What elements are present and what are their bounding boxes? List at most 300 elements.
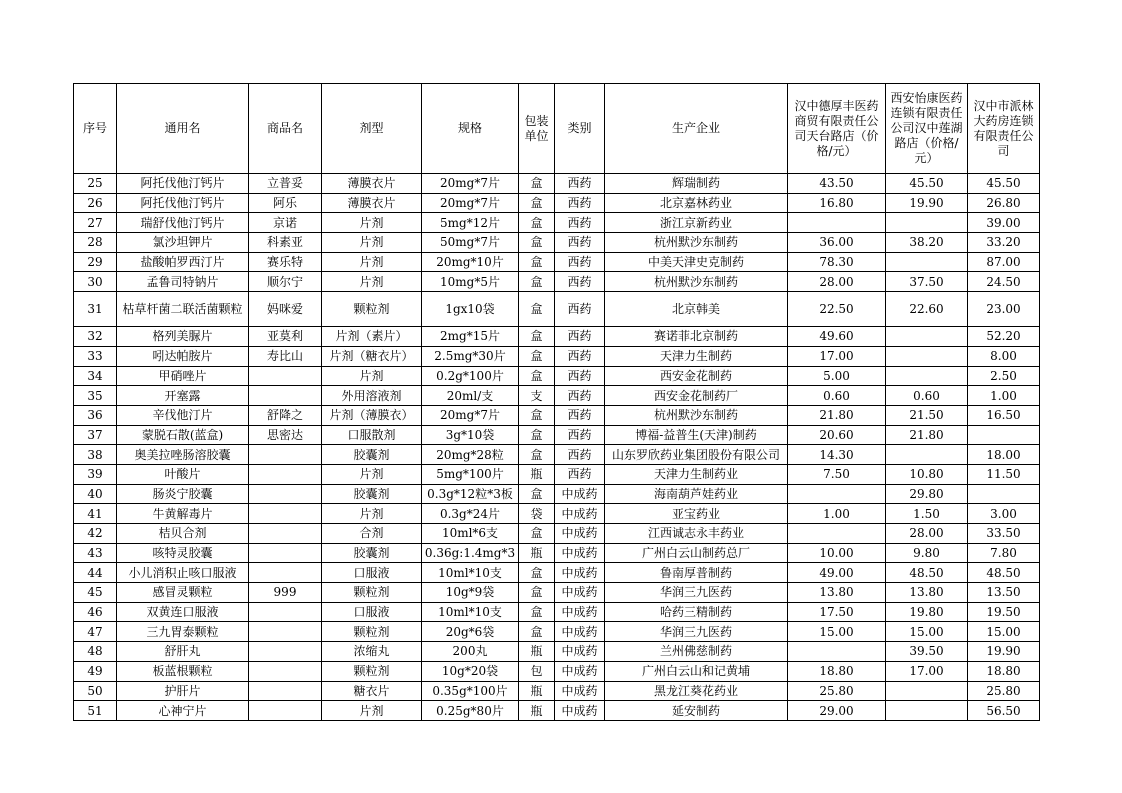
cell-generic-name: 盐酸帕罗西汀片 (117, 252, 249, 272)
cell-specification: 0.36g:1.4mg*3 (422, 543, 519, 563)
cell-brand-name (249, 366, 322, 386)
cell-index: 26 (74, 193, 117, 213)
cell-package-unit: 盒 (519, 445, 555, 465)
cell-dosage-form: 浓缩丸 (322, 642, 422, 662)
cell-brand-name: 妈咪爱 (249, 292, 322, 327)
cell-price-store-2: 38.20 (886, 233, 968, 253)
cell-package-unit: 盒 (519, 563, 555, 583)
cell-package-unit: 盒 (519, 346, 555, 366)
table-row (74, 193, 1040, 213)
table-row (74, 642, 1040, 662)
table-row (74, 386, 1040, 406)
header-cell-price-store-2: 西安怡康医药连锁有限责任公司汉中莲湖路店（价格/元） (886, 84, 968, 174)
header-cell-index: 序号 (74, 84, 117, 174)
cell-manufacturer: 辉瑞制药 (605, 174, 788, 194)
cell-price-store-3: 48.50 (968, 563, 1040, 583)
cell-brand-name: 顺尔宁 (249, 272, 322, 292)
cell-price-store-1: 15.00 (788, 622, 886, 642)
cell-price-store-1: 1.00 (788, 504, 886, 524)
cell-price-store-3: 23.00 (968, 292, 1040, 327)
cell-price-store-1: 22.50 (788, 292, 886, 327)
cell-brand-name: 科素亚 (249, 233, 322, 253)
cell-category: 中成药 (555, 524, 605, 544)
cell-index: 35 (74, 386, 117, 406)
cell-manufacturer: 江西诚志永丰药业 (605, 524, 788, 544)
cell-category: 西药 (555, 425, 605, 445)
cell-price-store-3: 26.80 (968, 193, 1040, 213)
cell-price-store-2: 28.00 (886, 524, 968, 544)
cell-generic-name: 桔贝合剂 (117, 524, 249, 544)
cell-specification: 2.5mg*30片 (422, 346, 519, 366)
cell-price-store-1: 16.80 (788, 193, 886, 213)
table-row (74, 213, 1040, 233)
cell-manufacturer: 延安制药 (605, 701, 788, 721)
cell-dosage-form: 口服液 (322, 602, 422, 622)
cell-brand-name: 亚莫利 (249, 327, 322, 347)
header-cell-manufacturer: 生产企业 (605, 84, 788, 174)
cell-price-store-3: 33.20 (968, 233, 1040, 253)
cell-manufacturer: 亚宝药业 (605, 504, 788, 524)
cell-manufacturer: 山东罗欣药业集团股份有限公司 (605, 445, 788, 465)
cell-index: 30 (74, 272, 117, 292)
cell-package-unit: 盒 (519, 327, 555, 347)
cell-brand-name (249, 464, 322, 484)
cell-price-store-3: 11.50 (968, 464, 1040, 484)
cell-specification: 10mg*5片 (422, 272, 519, 292)
cell-package-unit: 盒 (519, 366, 555, 386)
table-row (74, 583, 1040, 603)
cell-package-unit: 盒 (519, 233, 555, 253)
cell-dosage-form: 颗粒剂 (322, 292, 422, 327)
cell-price-store-3: 18.00 (968, 445, 1040, 465)
cell-generic-name: 阿托伐他汀钙片 (117, 193, 249, 213)
cell-category: 西药 (555, 366, 605, 386)
table-body (74, 174, 1040, 721)
cell-brand-name (249, 524, 322, 544)
cell-specification: 3g*10袋 (422, 425, 519, 445)
cell-dosage-form: 薄膜衣片 (322, 174, 422, 194)
cell-dosage-form: 片剂 (322, 252, 422, 272)
table-row (74, 524, 1040, 544)
header-cell-specification: 规格 (422, 84, 519, 174)
cell-manufacturer: 西安金花制药 (605, 366, 788, 386)
cell-dosage-form: 片剂（素片） (322, 327, 422, 347)
cell-price-store-1: 43.50 (788, 174, 886, 194)
cell-package-unit: 盒 (519, 524, 555, 544)
cell-brand-name (249, 661, 322, 681)
cell-package-unit: 盒 (519, 405, 555, 425)
cell-manufacturer: 广州白云山和记黄埔 (605, 661, 788, 681)
cell-dosage-form: 外用溶液剂 (322, 386, 422, 406)
table-row (74, 504, 1040, 524)
table-row (74, 405, 1040, 425)
cell-manufacturer: 北京韩美 (605, 292, 788, 327)
cell-index: 46 (74, 602, 117, 622)
cell-specification: 20mg*7片 (422, 174, 519, 194)
cell-dosage-form: 片剂 (322, 701, 422, 721)
drug-price-table (73, 83, 1040, 721)
cell-index: 44 (74, 563, 117, 583)
cell-index: 39 (74, 464, 117, 484)
cell-specification: 10g*20袋 (422, 661, 519, 681)
cell-price-store-3: 15.00 (968, 622, 1040, 642)
cell-specification: 200丸 (422, 642, 519, 662)
cell-brand-name: 立普妥 (249, 174, 322, 194)
cell-category: 西药 (555, 174, 605, 194)
cell-package-unit: 盒 (519, 193, 555, 213)
cell-dosage-form: 颗粒剂 (322, 622, 422, 642)
table-row (74, 252, 1040, 272)
cell-price-store-3: 2.50 (968, 366, 1040, 386)
table-row (74, 602, 1040, 622)
cell-index: 51 (74, 701, 117, 721)
cell-price-store-3: 39.00 (968, 213, 1040, 233)
cell-package-unit: 盒 (519, 272, 555, 292)
cell-category: 中成药 (555, 701, 605, 721)
cell-price-store-2 (886, 445, 968, 465)
cell-category: 西药 (555, 252, 605, 272)
cell-price-store-2: 39.50 (886, 642, 968, 662)
cell-category: 西药 (555, 233, 605, 253)
cell-brand-name: 思密达 (249, 425, 322, 445)
cell-specification: 0.2g*100片 (422, 366, 519, 386)
cell-brand-name (249, 681, 322, 701)
cell-manufacturer: 华润三九医药 (605, 622, 788, 642)
cell-index: 25 (74, 174, 117, 194)
cell-dosage-form: 片剂 (322, 213, 422, 233)
cell-category: 中成药 (555, 543, 605, 563)
cell-category: 西药 (555, 464, 605, 484)
table-row (74, 681, 1040, 701)
cell-category: 西药 (555, 445, 605, 465)
cell-dosage-form: 胶囊剂 (322, 445, 422, 465)
cell-package-unit: 盒 (519, 583, 555, 603)
cell-index: 49 (74, 661, 117, 681)
cell-price-store-3: 19.90 (968, 642, 1040, 662)
cell-manufacturer: 天津力生制药 (605, 346, 788, 366)
cell-brand-name (249, 642, 322, 662)
cell-specification: 2mg*15片 (422, 327, 519, 347)
cell-price-store-2: 48.50 (886, 563, 968, 583)
cell-brand-name (249, 701, 322, 721)
cell-price-store-3: 1.00 (968, 386, 1040, 406)
cell-index: 28 (74, 233, 117, 253)
cell-category: 中成药 (555, 602, 605, 622)
cell-manufacturer: 赛诺菲北京制药 (605, 327, 788, 347)
cell-price-store-2 (886, 327, 968, 347)
cell-brand-name: 999 (249, 583, 322, 603)
cell-dosage-form: 片剂 (322, 504, 422, 524)
table-row (74, 366, 1040, 386)
cell-price-store-3: 7.80 (968, 543, 1040, 563)
header-cell-price-store-1: 汉中德厚丰医药商贸有限责任公司天台路店（价格/元） (788, 84, 886, 174)
cell-dosage-form: 颗粒剂 (322, 583, 422, 603)
cell-price-store-1: 7.50 (788, 464, 886, 484)
header-cell-generic-name: 通用名 (117, 84, 249, 174)
cell-price-store-2: 29.80 (886, 484, 968, 504)
cell-price-store-3: 18.80 (968, 661, 1040, 681)
cell-generic-name: 阿托伐他汀钙片 (117, 174, 249, 194)
cell-manufacturer: 博福-益普生(天津)制药 (605, 425, 788, 445)
cell-generic-name: 开塞露 (117, 386, 249, 406)
table-header (74, 84, 1040, 174)
cell-brand-name: 阿乐 (249, 193, 322, 213)
cell-brand-name (249, 563, 322, 583)
cell-category: 中成药 (555, 504, 605, 524)
cell-package-unit: 瓶 (519, 543, 555, 563)
cell-generic-name: 格列美脲片 (117, 327, 249, 347)
cell-specification: 10ml*10支 (422, 563, 519, 583)
cell-generic-name: 感冒灵颗粒 (117, 583, 249, 603)
cell-generic-name: 双黄连口服液 (117, 602, 249, 622)
cell-manufacturer: 杭州默沙东制药 (605, 272, 788, 292)
cell-generic-name: 辛伐他汀片 (117, 405, 249, 425)
cell-price-store-2: 21.80 (886, 425, 968, 445)
cell-generic-name: 咳特灵胶囊 (117, 543, 249, 563)
cell-category: 西药 (555, 405, 605, 425)
table-row (74, 425, 1040, 445)
cell-dosage-form: 合剂 (322, 524, 422, 544)
cell-package-unit: 袋 (519, 504, 555, 524)
cell-specification: 20mg*7片 (422, 193, 519, 213)
cell-dosage-form: 片剂 (322, 464, 422, 484)
cell-price-store-2 (886, 681, 968, 701)
cell-manufacturer: 广州白云山制药总厂 (605, 543, 788, 563)
cell-specification: 0.25g*80片 (422, 701, 519, 721)
cell-generic-name: 牛黄解毒片 (117, 504, 249, 524)
cell-manufacturer: 西安金花制药厂 (605, 386, 788, 406)
cell-price-store-1: 49.00 (788, 563, 886, 583)
cell-manufacturer: 北京嘉林药业 (605, 193, 788, 213)
cell-specification: 10g*9袋 (422, 583, 519, 603)
header-cell-category: 类别 (555, 84, 605, 174)
cell-generic-name: 甲硝唑片 (117, 366, 249, 386)
cell-price-store-3: 45.50 (968, 174, 1040, 194)
cell-generic-name: 蒙脱石散(蓝盒) (117, 425, 249, 445)
cell-price-store-2: 17.00 (886, 661, 968, 681)
cell-price-store-1: 10.00 (788, 543, 886, 563)
cell-price-store-2 (886, 701, 968, 721)
cell-dosage-form: 片剂 (322, 272, 422, 292)
cell-package-unit: 盒 (519, 174, 555, 194)
cell-price-store-3 (968, 484, 1040, 504)
cell-specification: 20mg*28粒 (422, 445, 519, 465)
table-row (74, 272, 1040, 292)
cell-category: 中成药 (555, 583, 605, 603)
cell-price-store-3: 19.50 (968, 602, 1040, 622)
cell-category: 西药 (555, 386, 605, 406)
cell-price-store-2: 45.50 (886, 174, 968, 194)
cell-package-unit: 包 (519, 661, 555, 681)
cell-price-store-3: 25.80 (968, 681, 1040, 701)
cell-manufacturer: 中美天津史克制药 (605, 252, 788, 272)
cell-generic-name: 舒肝丸 (117, 642, 249, 662)
cell-specification: 1gx10袋 (422, 292, 519, 327)
cell-generic-name: 板蓝根颗粒 (117, 661, 249, 681)
cell-manufacturer: 海南葫芦娃药业 (605, 484, 788, 504)
cell-price-store-1: 5.00 (788, 366, 886, 386)
cell-package-unit: 瓶 (519, 701, 555, 721)
cell-generic-name: 心神宁片 (117, 701, 249, 721)
cell-manufacturer: 天津力生制药业 (605, 464, 788, 484)
cell-category: 西药 (555, 193, 605, 213)
cell-category: 中成药 (555, 661, 605, 681)
cell-generic-name: 奥美拉唑肠溶胶囊 (117, 445, 249, 465)
cell-price-store-2 (886, 213, 968, 233)
cell-generic-name: 氯沙坦钾片 (117, 233, 249, 253)
cell-price-store-2: 10.80 (886, 464, 968, 484)
cell-category: 西药 (555, 327, 605, 347)
cell-manufacturer: 鲁南厚普制药 (605, 563, 788, 583)
cell-generic-name: 小儿消积止咳口服液 (117, 563, 249, 583)
cell-generic-name: 三九胃泰颗粒 (117, 622, 249, 642)
cell-price-store-3: 8.00 (968, 346, 1040, 366)
cell-index: 34 (74, 366, 117, 386)
cell-price-store-1 (788, 213, 886, 233)
cell-price-store-1: 14.30 (788, 445, 886, 465)
cell-category: 西药 (555, 272, 605, 292)
cell-price-store-3: 52.20 (968, 327, 1040, 347)
cell-price-store-3: 87.00 (968, 252, 1040, 272)
cell-price-store-1: 49.60 (788, 327, 886, 347)
table-row (74, 464, 1040, 484)
table-row (74, 327, 1040, 347)
table-row (74, 174, 1040, 194)
cell-package-unit: 盒 (519, 484, 555, 504)
cell-price-store-2: 15.00 (886, 622, 968, 642)
cell-specification: 5mg*100片 (422, 464, 519, 484)
cell-category: 中成药 (555, 563, 605, 583)
cell-brand-name (249, 386, 322, 406)
cell-index: 33 (74, 346, 117, 366)
cell-manufacturer: 黑龙江葵花药业 (605, 681, 788, 701)
cell-index: 38 (74, 445, 117, 465)
cell-specification: 10ml*6支 (422, 524, 519, 544)
cell-price-store-2 (886, 346, 968, 366)
cell-dosage-form: 片剂（糖衣片） (322, 346, 422, 366)
cell-index: 40 (74, 484, 117, 504)
cell-price-store-3: 24.50 (968, 272, 1040, 292)
cell-price-store-2: 37.50 (886, 272, 968, 292)
table-row (74, 661, 1040, 681)
cell-generic-name: 瑞舒伐他汀钙片 (117, 213, 249, 233)
cell-generic-name: 孟鲁司特钠片 (117, 272, 249, 292)
cell-manufacturer: 哈药三精制药 (605, 602, 788, 622)
header-cell-package-unit: 包装单位 (519, 84, 555, 174)
cell-generic-name: 叶酸片 (117, 464, 249, 484)
cell-brand-name (249, 484, 322, 504)
cell-specification: 10ml*10支 (422, 602, 519, 622)
cell-price-store-3 (968, 425, 1040, 445)
table-row (74, 233, 1040, 253)
cell-price-store-1: 0.60 (788, 386, 886, 406)
cell-index: 29 (74, 252, 117, 272)
cell-price-store-1: 17.50 (788, 602, 886, 622)
cell-specification: 0.35g*100片 (422, 681, 519, 701)
cell-price-store-3: 56.50 (968, 701, 1040, 721)
cell-specification: 0.3g*24片 (422, 504, 519, 524)
cell-index: 27 (74, 213, 117, 233)
cell-dosage-form: 口服散剂 (322, 425, 422, 445)
cell-package-unit: 盒 (519, 602, 555, 622)
cell-index: 37 (74, 425, 117, 445)
cell-dosage-form: 口服液 (322, 563, 422, 583)
cell-price-store-2: 22.60 (886, 292, 968, 327)
header-row (74, 84, 1040, 174)
cell-generic-name: 枯草杆菌二联活菌颗粒 (117, 292, 249, 327)
cell-price-store-2: 0.60 (886, 386, 968, 406)
table-row (74, 563, 1040, 583)
cell-brand-name (249, 622, 322, 642)
cell-dosage-form: 糖衣片 (322, 681, 422, 701)
cell-specification: 5mg*12片 (422, 213, 519, 233)
cell-package-unit: 盒 (519, 213, 555, 233)
table-row (74, 445, 1040, 465)
cell-price-store-2: 19.90 (886, 193, 968, 213)
cell-category: 中成药 (555, 622, 605, 642)
cell-generic-name: 吲达帕胺片 (117, 346, 249, 366)
cell-specification: 20mg*10片 (422, 252, 519, 272)
cell-specification: 20ml/支 (422, 386, 519, 406)
cell-index: 47 (74, 622, 117, 642)
cell-category: 中成药 (555, 484, 605, 504)
cell-category: 中成药 (555, 681, 605, 701)
table-row (74, 346, 1040, 366)
cell-price-store-1 (788, 642, 886, 662)
table-row (74, 484, 1040, 504)
cell-price-store-1: 21.80 (788, 405, 886, 425)
cell-price-store-1: 18.80 (788, 661, 886, 681)
cell-price-store-1: 36.00 (788, 233, 886, 253)
cell-brand-name: 赛乐特 (249, 252, 322, 272)
cell-price-store-1: 20.60 (788, 425, 886, 445)
cell-price-store-2: 21.50 (886, 405, 968, 425)
cell-generic-name: 护肝片 (117, 681, 249, 701)
cell-brand-name: 京诺 (249, 213, 322, 233)
cell-index: 45 (74, 583, 117, 603)
cell-package-unit: 盒 (519, 425, 555, 445)
cell-manufacturer: 杭州默沙东制药 (605, 405, 788, 425)
cell-price-store-2 (886, 252, 968, 272)
cell-category: 西药 (555, 346, 605, 366)
cell-manufacturer: 华润三九医药 (605, 583, 788, 603)
cell-manufacturer: 兰州佛慈制药 (605, 642, 788, 662)
cell-brand-name (249, 504, 322, 524)
cell-price-store-2: 13.80 (886, 583, 968, 603)
cell-price-store-2 (886, 366, 968, 386)
cell-price-store-2: 1.50 (886, 504, 968, 524)
cell-price-store-1: 25.80 (788, 681, 886, 701)
cell-index: 50 (74, 681, 117, 701)
cell-price-store-3: 33.50 (968, 524, 1040, 544)
cell-package-unit: 瓶 (519, 681, 555, 701)
cell-specification: 20g*6袋 (422, 622, 519, 642)
table-row (74, 292, 1040, 327)
cell-dosage-form: 胶囊剂 (322, 484, 422, 504)
cell-dosage-form: 颗粒剂 (322, 661, 422, 681)
cell-dosage-form: 胶囊剂 (322, 543, 422, 563)
cell-manufacturer: 杭州默沙东制药 (605, 233, 788, 253)
cell-package-unit: 支 (519, 386, 555, 406)
cell-package-unit: 瓶 (519, 642, 555, 662)
cell-brand-name (249, 445, 322, 465)
cell-index: 41 (74, 504, 117, 524)
cell-package-unit: 盒 (519, 292, 555, 327)
cell-package-unit: 盒 (519, 622, 555, 642)
cell-price-store-1 (788, 484, 886, 504)
cell-dosage-form: 薄膜衣片 (322, 193, 422, 213)
cell-price-store-1: 17.00 (788, 346, 886, 366)
